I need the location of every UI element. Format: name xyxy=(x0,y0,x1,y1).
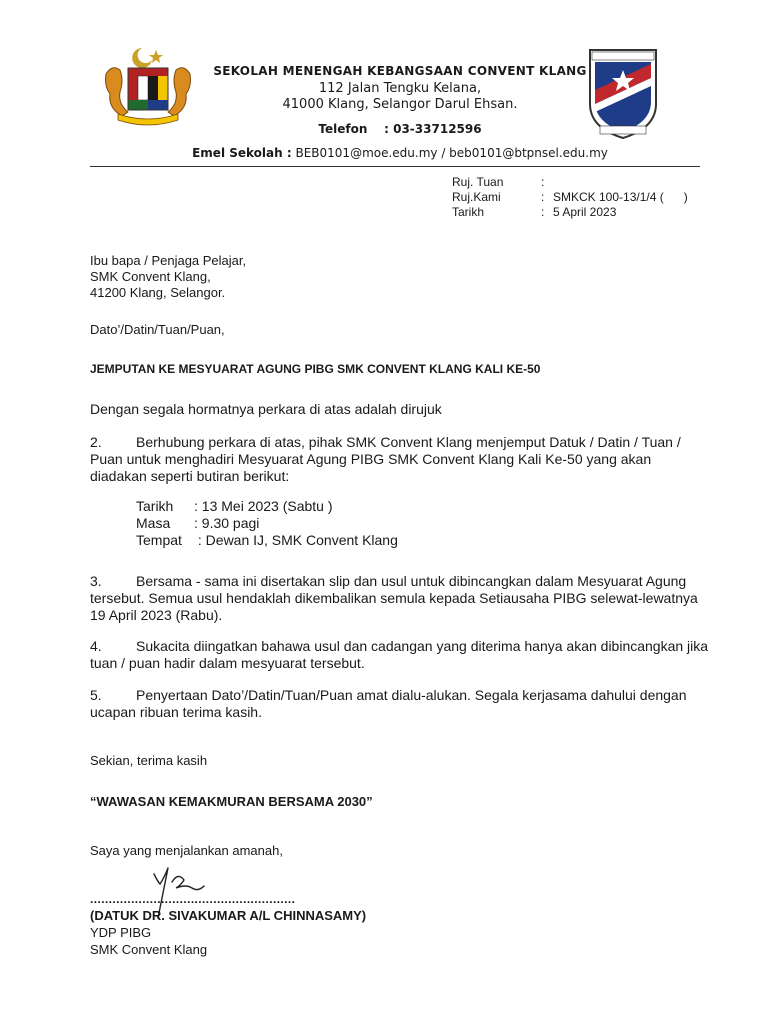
ref-separator: : xyxy=(541,175,545,189)
closing-line: Sekian, terima kasih xyxy=(90,753,208,768)
paragraph-line xyxy=(90,687,710,704)
paragraph-line: ucapan ribuan terima kasih. xyxy=(90,704,262,720)
detail-row-date xyxy=(136,498,398,515)
paragraph-text: Penyertaan Dato’/Datin/Tuan/Puan amat dialu-alukan. Segala kerjasama dahului dengan xyxy=(136,687,687,703)
ref-label: Ruj.Kami xyxy=(452,190,501,204)
phone-label: Telefon xyxy=(318,122,368,136)
ref-label: Ruj. Tuan xyxy=(452,175,504,189)
school-phone xyxy=(205,122,595,137)
ref-value: 5 April 2023 xyxy=(553,205,617,219)
ref-separator: : xyxy=(541,190,545,204)
detail-row-time xyxy=(136,515,398,532)
ref-row-ruj-kami xyxy=(452,190,732,205)
paragraph-5 xyxy=(90,687,710,721)
detail-label: Masa xyxy=(136,515,171,531)
header-divider xyxy=(90,166,700,167)
email-value: BEB0101@moe.edu.my / beb0101@btpnsel.edu.my xyxy=(295,146,608,160)
paragraph-line xyxy=(90,573,710,590)
detail-value: : 9.30 pagi xyxy=(194,515,260,531)
phone-separator: : xyxy=(384,122,389,136)
paragraph-line: tersebut. Semua usul hendaklah dikembalikan semula kepada Setiausaha PIBG selewat-lewatnya xyxy=(90,590,698,606)
paragraph-number: 3. xyxy=(90,573,102,589)
school-email xyxy=(150,146,650,161)
paragraph-text: Sukacita diingatkan bahawa usul dan cadangan yang diterima hanya akan dibincangkan jika xyxy=(136,638,709,654)
intro-paragraph: Dengan segala hormatnya perkara di atas adalah dirujuk xyxy=(90,401,442,417)
recipient-line: SMK Convent Klang, xyxy=(90,269,211,284)
signatory-title: YDP PIBG xyxy=(90,925,152,940)
paragraph-line: 19 April 2023 (Rabu). xyxy=(90,607,223,623)
ref-separator: : xyxy=(541,205,545,219)
paragraph-line: Puan untuk menghadiri Mesyuarat Agung PIBG SMK Convent Klang Kali Ke-50 yang akan xyxy=(90,451,652,467)
motto-line: “WAWASAN KEMAKMURAN BERSAMA 2030” xyxy=(90,794,373,809)
recipient-line: Ibu bapa / Penjaga Pelajar, xyxy=(90,253,247,268)
letter-subject: JEMPUTAN KE MESYUARAT AGUNG PIBG SMK CONVENT KLANG KALI KE-50 xyxy=(90,362,541,376)
detail-row-venue xyxy=(136,532,398,549)
ref-label: Tarikh xyxy=(452,205,485,219)
paragraph-4 xyxy=(90,638,710,672)
school-badge-logo xyxy=(586,46,660,140)
paragraph-line: diadakan seperti butiran berikut: xyxy=(90,468,290,484)
school-address-line2: 41000 Klang, Selangor Darul Ehsan. xyxy=(282,97,518,112)
detail-value: : Dewan IJ, SMK Convent Klang xyxy=(194,532,398,548)
paragraph-number: 2. xyxy=(90,434,102,450)
phone-value: 03-33712596 xyxy=(393,122,482,136)
paragraph-text: Berhubung perkara di atas, pihak SMK Convent Klang menjemput Datuk / Datin / Tuan / xyxy=(136,434,681,450)
ref-value: SMKCK 100-13/1/4 ( ) xyxy=(553,190,688,204)
reference-block xyxy=(452,175,732,220)
national-crest-logo xyxy=(100,44,196,126)
detail-label: Tarikh xyxy=(136,498,174,514)
paragraph-3 xyxy=(90,573,710,624)
paragraph-line: tuan / puan hadir dalam mesyuarat tersebut. xyxy=(90,655,365,671)
detail-label: Tempat xyxy=(136,532,182,548)
recipient-address xyxy=(90,253,246,301)
paragraph-line xyxy=(90,434,710,451)
detail-value: : 13 Mei 2023 (Sabtu ) xyxy=(194,498,333,514)
salutation: Dato’/Datin/Tuan/Puan, xyxy=(90,322,225,337)
paragraph-number: 4. xyxy=(90,638,102,654)
recipient-line: 41200 Klang, Selangor. xyxy=(90,285,226,300)
signature-dots: ....................................................... xyxy=(90,892,296,906)
paragraph-number: 5. xyxy=(90,687,102,703)
meeting-details xyxy=(136,498,398,549)
ref-row-ruj-tuan xyxy=(452,175,732,190)
signoff-line: Saya yang menjalankan amanah, xyxy=(90,843,283,858)
signatory-name: (DATUK DR. SIVAKUMAR A/L CHINNASAMY) xyxy=(90,908,367,923)
ref-row-tarikh xyxy=(452,205,732,220)
email-label: Emel Sekolah : xyxy=(192,146,292,160)
paragraph-text: Bersama - sama ini disertakan slip dan usul untuk dibincangkan dalam Mesyuarat Agung xyxy=(136,573,687,589)
paragraph-2 xyxy=(90,434,710,485)
school-address-line1: 112 Jalan Tengku Kelana, xyxy=(318,81,482,96)
school-name: SEKOLAH MENENGAH KEBANGSAAN CONVENT KLANG xyxy=(213,64,587,78)
paragraph-line xyxy=(90,638,710,655)
signatory-org: SMK Convent Klang xyxy=(90,942,208,957)
